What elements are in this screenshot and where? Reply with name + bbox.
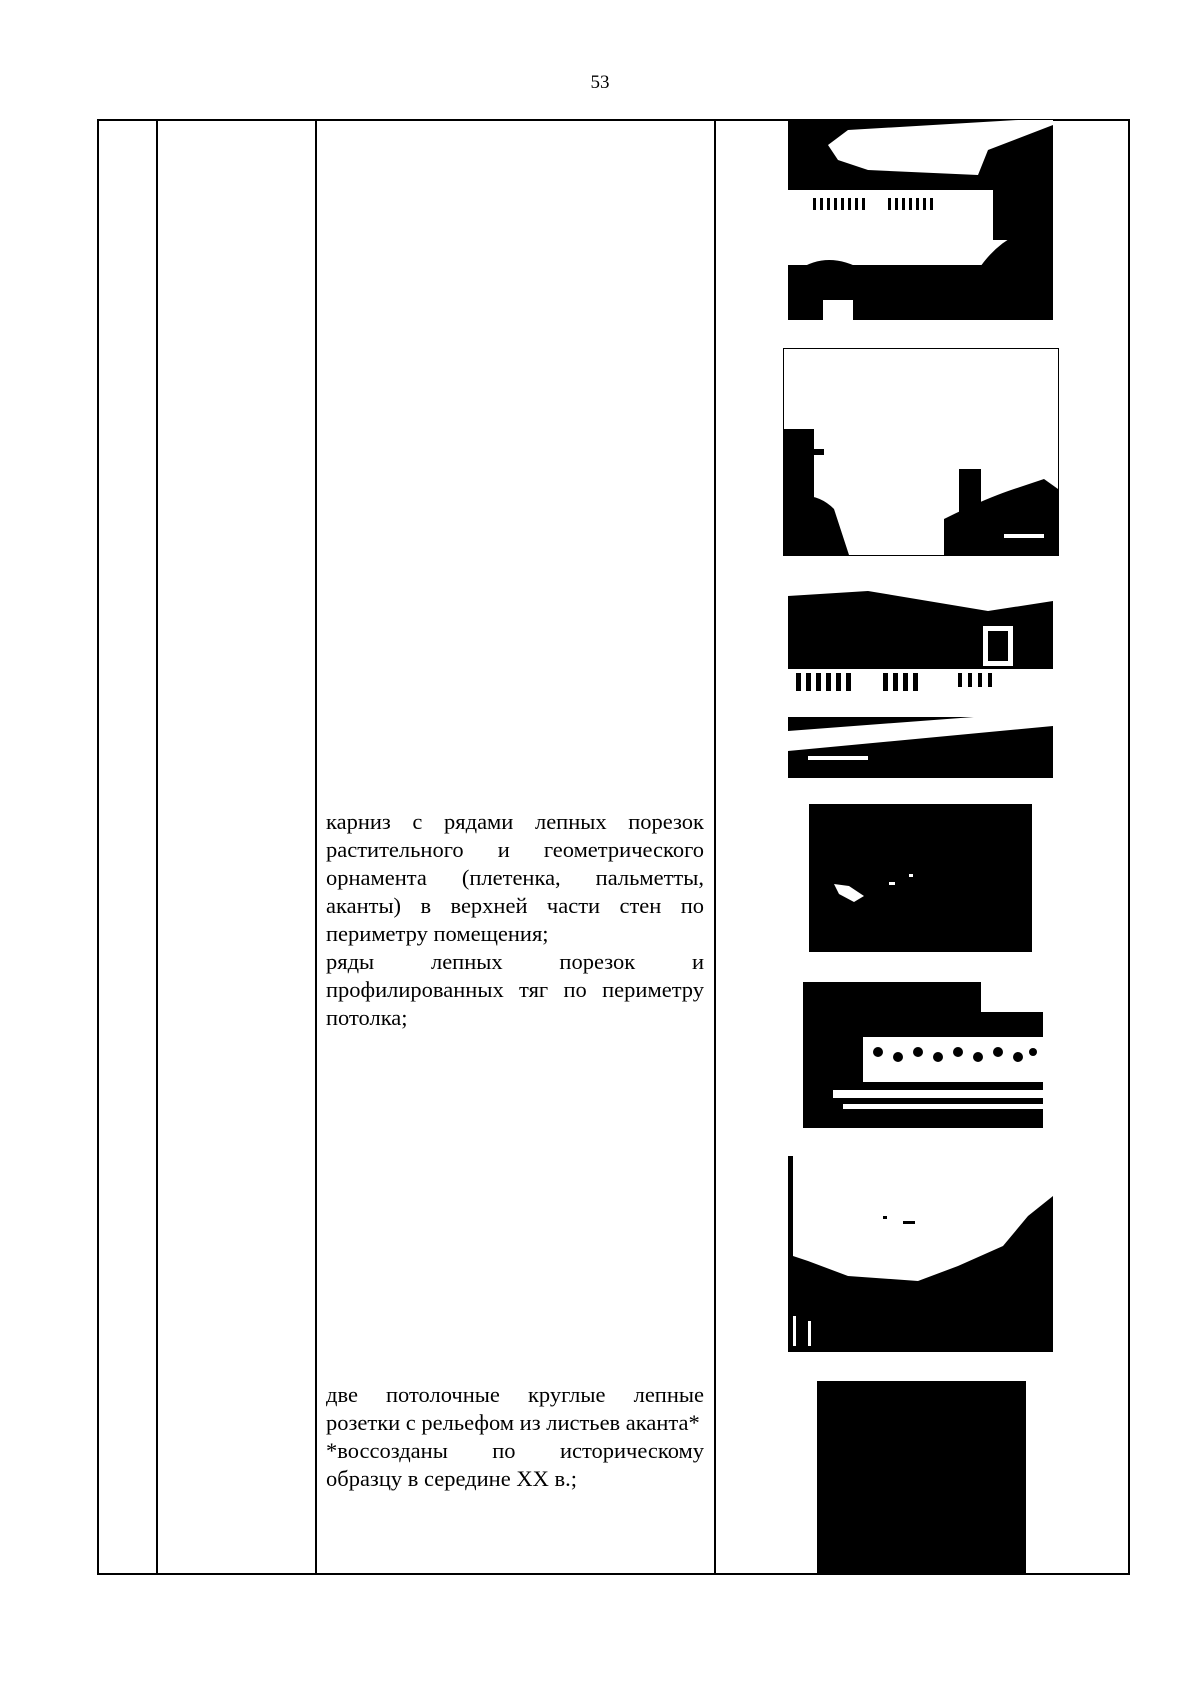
ornament-detail-photo xyxy=(803,982,1043,1128)
ceiling-rosette-photo xyxy=(817,1381,1026,1573)
cornice-description xyxy=(326,808,704,1032)
rosettes-note-text: *воссозданы по историческому образцу в середине XX в.; xyxy=(326,1438,704,1491)
rosettes-text: две потолочные круглые лепные розетки с рельефом из листьев аканта* xyxy=(326,1382,704,1435)
column-divider-2 xyxy=(315,121,317,1573)
ceiling-profiles-text: ряды лепных порезок и профилированных тяг по периметру потолка; xyxy=(326,949,704,1030)
page-number: 53 xyxy=(590,72,610,93)
dark-cornice-photo xyxy=(809,804,1032,952)
interior-overexposed-photo xyxy=(783,348,1059,556)
column-divider-3 xyxy=(714,121,716,1573)
interior-colonnade-photo xyxy=(788,120,1053,320)
rosettes-description xyxy=(326,1381,704,1493)
cornice-text: карниз с рядами лепных порезок растительного и геометрического орнамента (плетенка, пальметты, аканты) в верхней части стен по периметру помещения; xyxy=(326,809,704,946)
column-divider-1 xyxy=(156,121,158,1573)
balustrade-cornice-photo xyxy=(788,581,1053,778)
ceiling-wall-photo xyxy=(788,1156,1053,1352)
